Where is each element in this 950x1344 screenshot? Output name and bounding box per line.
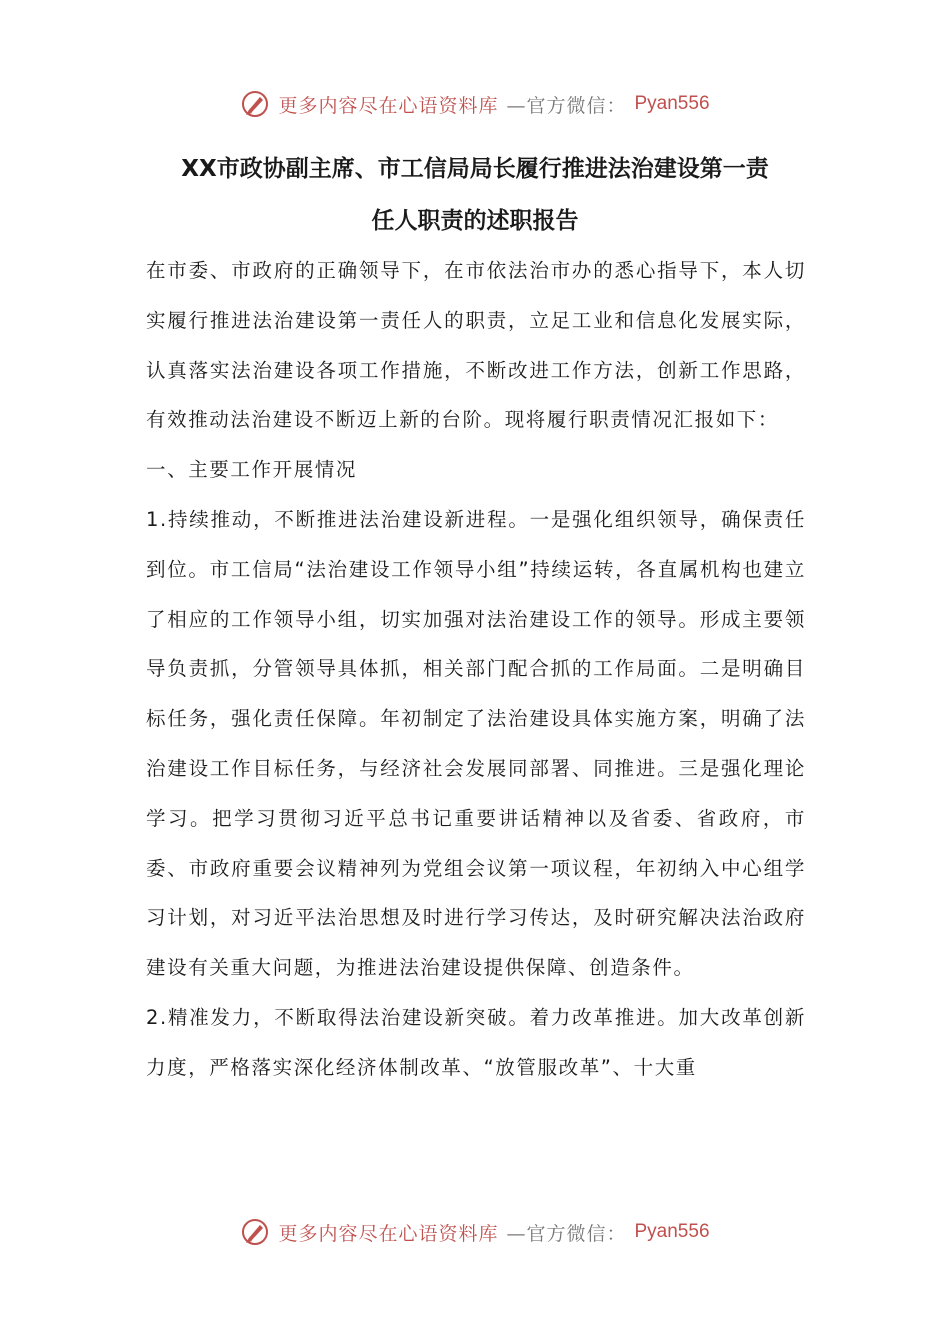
title-line-1: XX市政协副主席、市工信局局长履行推进法治建设第一责: [181, 156, 769, 182]
header-watermark-banner: [0, 84, 950, 124]
section-heading: 一、主要工作开展情况: [146, 458, 358, 482]
body-paragraph: 2.精准发力，不断取得法治建设新突破。着力改革推进。加大改革创新力度，严格落实深化经济体制改革、“放管服改革”、十大重: [146, 1005, 806, 1079]
footer-watermark-banner: [0, 1212, 950, 1252]
intro-paragraph: 在市委、市政府的正确领导下，在市依法治市办的悉心指导下，本人切实履行推进法治建设第一责任人的职责，立足工业和信息化发展实际，认真落实法治建设各项工作措施，不断改进工作方法，创新工作思路，有效推动法治建设不断迈上新的台阶。现将履行职责情况汇报如下：: [146, 259, 806, 432]
banner-library-text: 更多内容尽在心语资料库: [278, 94, 499, 117]
banner-library-text: 更多内容尽在心语资料库: [278, 1222, 499, 1245]
body-paragraph: 1.持续推动，不断推进法治建设新进程。一是强化组织领导，确保责任到位。市工信局“法治建设工作领导小组”持续运转，各直属机构也建立了相应的工作领导小组，切实加强对法治建设工作的领导。形成主要领导负责抓，分管领导具体抓，相关部门配合抓的工作局面。二是明确目标任务，强化责任保障。年初制定了法治建设具体实施方案，明确了法治建设工作目标任务，与经济社会发展同部署、同推进。三是强化理论学习。把学习贯彻习近平总书记重要讲话精神以及省委、省政府，市委、市政府重要会议精神列为党组会议第一项议程，年初纳入中心组学习计划，对习近平法治思想及时进行学习传达，及时研究解决法治政府建设有关重大问题，为推进法治建设提供保障、创造条件。: [146, 507, 806, 980]
banner-wechat-label: —官方微信：: [506, 1222, 627, 1245]
banner-wechat-id: Pyan556: [634, 93, 710, 114]
banner-wechat-label: —官方微信：: [506, 94, 627, 117]
banner-wechat-id: Pyan556: [634, 1221, 710, 1242]
title-line-2: 任人职责的述职报告: [371, 208, 579, 234]
pen-logo-icon: [240, 1217, 270, 1247]
document-body: [146, 246, 806, 1093]
pen-logo-icon: [240, 89, 270, 119]
document-title: [140, 143, 810, 247]
